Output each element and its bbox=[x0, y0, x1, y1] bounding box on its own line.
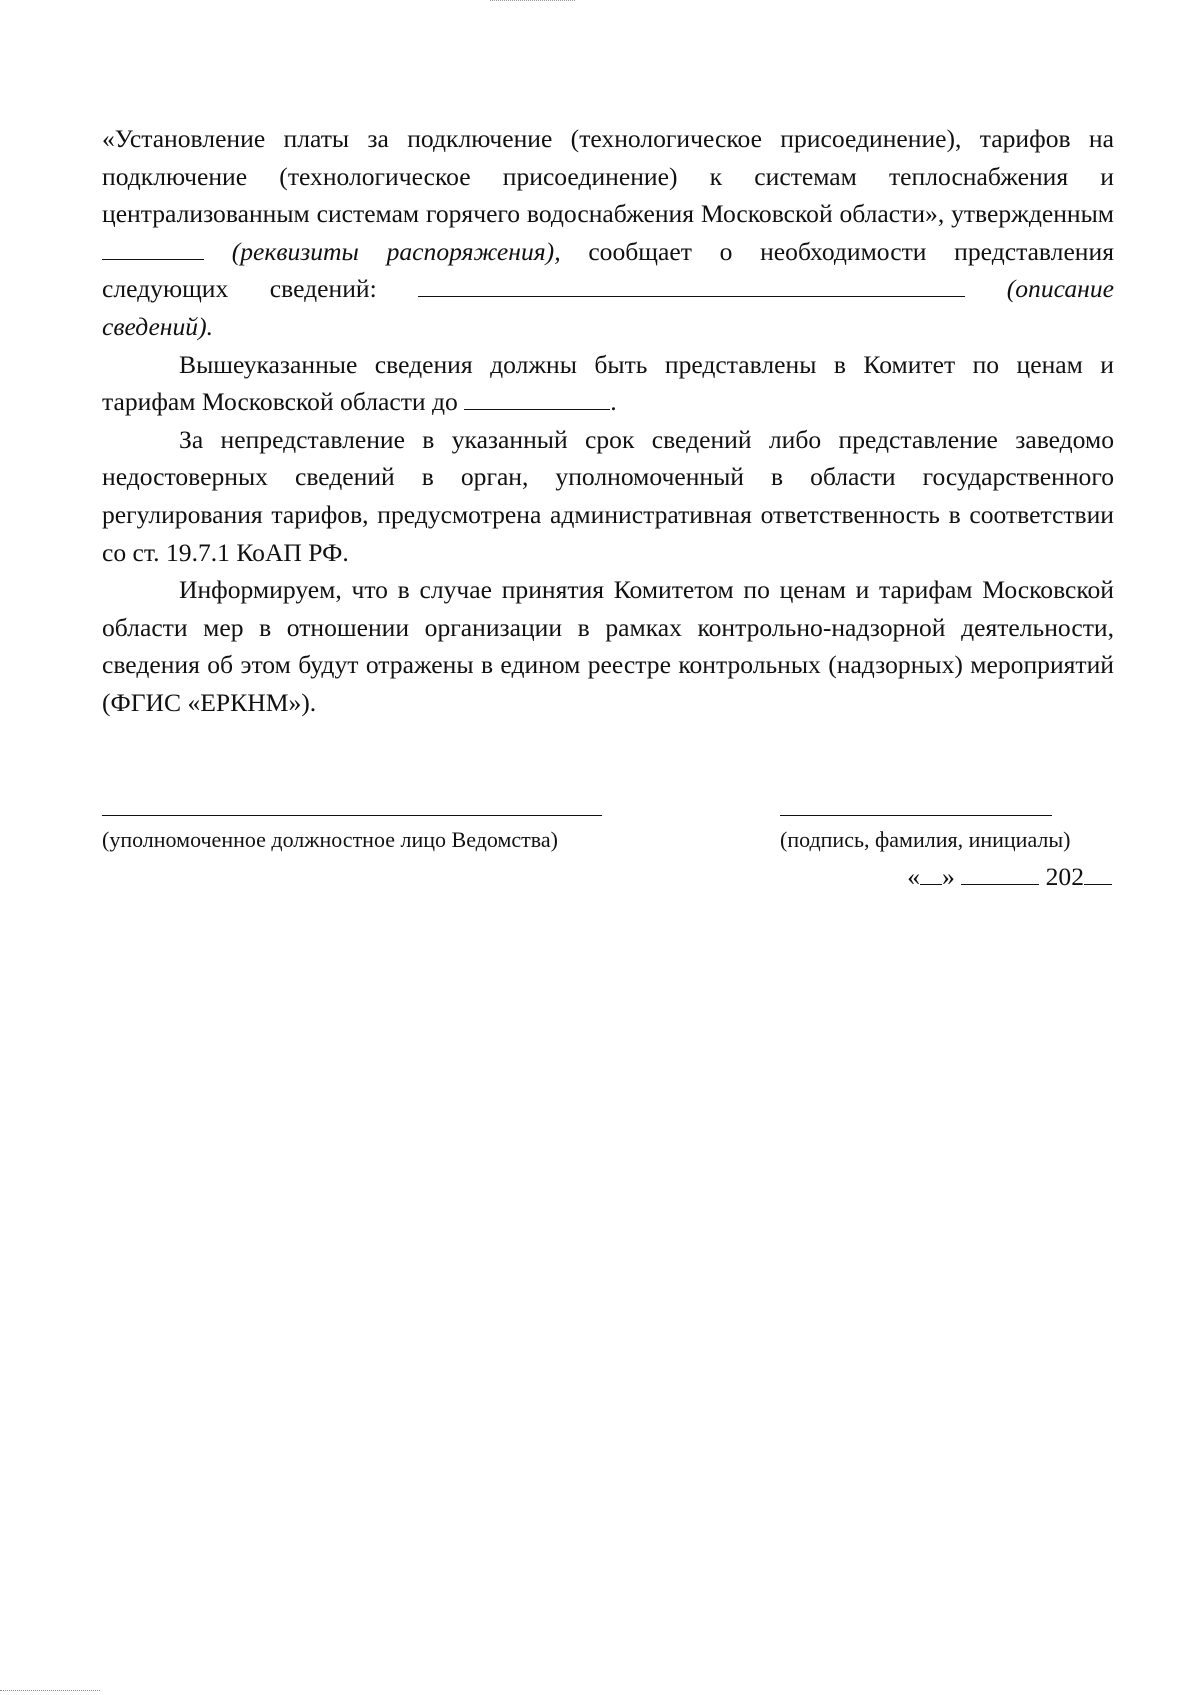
paragraph-deadline bbox=[102, 346, 1114, 421]
intro-text-continued: сообщает о необходимости представления следующих сведений: bbox=[102, 236, 1114, 304]
description-blank bbox=[418, 274, 965, 297]
scan-edge-mark bbox=[490, 0, 575, 4]
official-signature-line bbox=[102, 815, 602, 816]
letter-body bbox=[102, 120, 1114, 722]
deadline-text: Вышеуказанные сведения должны быть представлены в Комитет по ценам и тарифам Московской области до bbox=[102, 349, 1114, 417]
signature-caption: (подпись, фамилия, инициалы) bbox=[780, 827, 1071, 852]
paragraph-intro bbox=[102, 120, 1114, 346]
requisites-blank bbox=[102, 237, 204, 260]
year-blank bbox=[1084, 864, 1112, 885]
deadline-date-blank bbox=[464, 387, 610, 410]
paragraph-registry: Информируем, что в случае принятия Комитетом по ценам и тарифам Московской области мер в отношении организации в рамках контрольно-надзорной деятельности, сведения об этом будут отражены в едином реестре контрольных (надзорных) мероприятий (ФГИС «ЕРКНМ»). bbox=[102, 575, 1114, 717]
date-open-quote: « bbox=[907, 862, 920, 891]
year-prefix: 202 bbox=[1045, 862, 1084, 891]
month-blank bbox=[961, 864, 1039, 885]
deadline-period: . bbox=[610, 387, 617, 417]
intro-text: «Установление платы за подключение (технологическое присоединение), тарифов на подключение (технологическое присоединение) к системам теплоснабжения и централизованным системам горячего водоснабжения Московской области», утвержденным bbox=[102, 124, 1114, 229]
signature-name-line bbox=[780, 815, 1052, 816]
paragraph-liability: За непредставление в указанный срок сведений либо представление заведомо недостоверных сведений в орган, уполномоченный в области государственного регулирования тарифов, предусмотрена административная ответственность в соответствии со ст. 19.7.1 КоАП РФ. bbox=[102, 424, 1114, 567]
description-placeholder: (описание сведений). bbox=[102, 274, 1114, 341]
signature-date bbox=[907, 862, 1112, 892]
day-blank bbox=[920, 864, 942, 885]
scan-edge-mark-bottom bbox=[0, 1690, 100, 1691]
official-caption: (уполномоченное должностное лицо Ведомства) bbox=[102, 827, 558, 852]
requisites-placeholder: (реквизиты распоряжения), bbox=[231, 236, 561, 266]
date-close-quote: » bbox=[942, 862, 955, 891]
